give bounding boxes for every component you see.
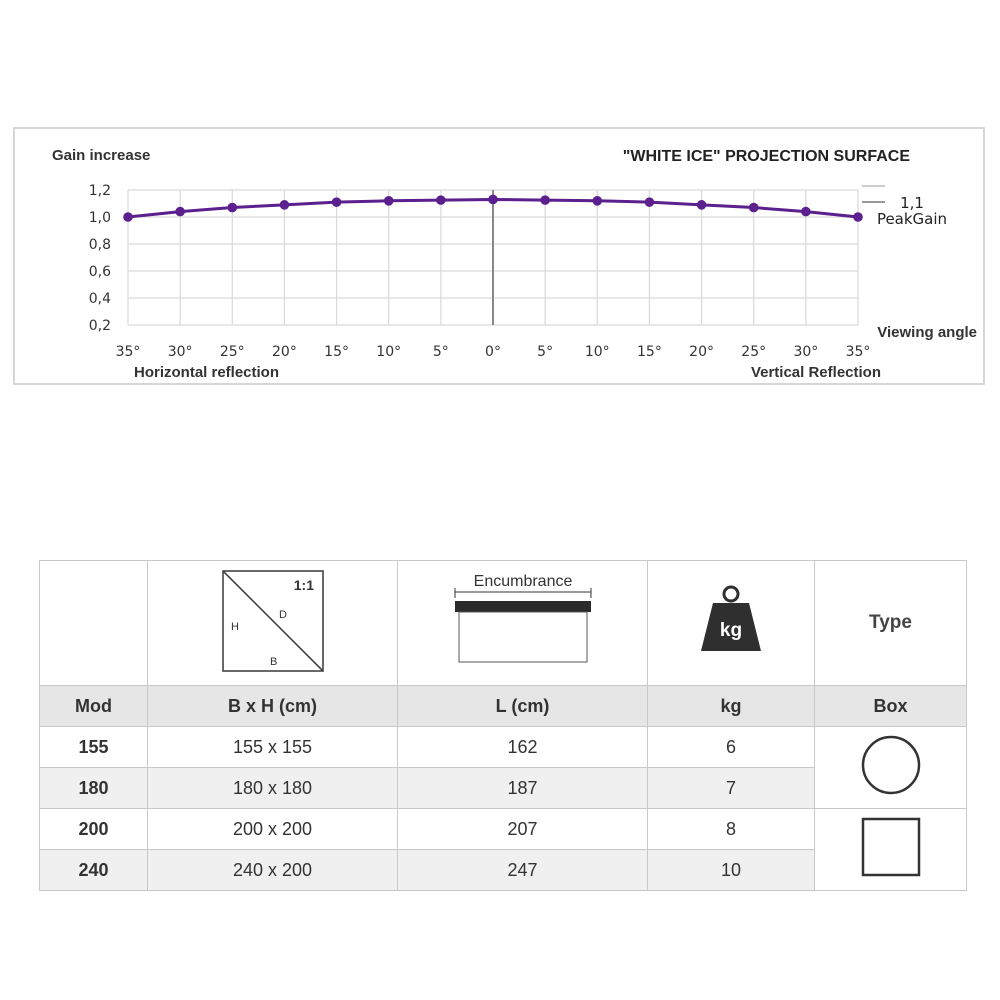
table-row [40,727,967,768]
row-length: 187 [398,768,648,809]
header-weight: kg [648,686,815,727]
row-mod: 240 [40,850,148,891]
data-point [175,207,185,217]
peak-gain-value: 1,1 [900,194,924,212]
height-label: H [230,620,239,633]
data-point [697,200,707,210]
x-tick-label: 20° [689,344,714,360]
x-tick-label: 35° [845,344,871,360]
encumbrance-diagram-cell [398,561,648,686]
y-tick-label: 1,0 [88,210,111,226]
row-weight: 6 [648,727,815,768]
square-box-icon [859,815,923,879]
circle-box-icon [859,733,923,797]
data-point [645,197,655,207]
y-tick-label: 0,8 [88,237,111,253]
y-tick-label: 0,2 [88,318,111,334]
encumbrance-label: Encumbrance [473,572,572,590]
x-tick-label: 5° [537,344,554,360]
y-tick-label: 0,4 [88,291,111,307]
row-weight: 8 [648,809,815,850]
data-point [332,197,342,207]
diagonal-label: D [278,608,287,621]
row-length: 247 [398,850,648,891]
row-size: 240 x 200 [148,850,398,891]
encumbrance-icon [443,566,603,676]
ratio-label: 1:1 [293,576,314,593]
gain-chart [0,0,1000,400]
y-tick-label: 1,2 [88,183,111,199]
data-point [436,195,446,205]
x-tick-label: 25° [741,344,767,360]
x-tick-labels [116,344,871,360]
x-tick-label: 35° [115,344,141,360]
table-row [40,809,967,850]
data-point [853,212,863,222]
row-length: 162 [398,727,648,768]
row-size: 200 x 200 [148,809,398,850]
box-type-square-cell [815,809,967,891]
x-tick-label: 30° [167,344,193,360]
header-row [40,686,967,727]
data-point [384,196,394,206]
data-point [280,200,290,210]
row-mod: 155 [40,727,148,768]
x-tick-label: 15° [637,344,662,360]
data-point [540,195,550,205]
row-mod: 180 [40,768,148,809]
row-weight: 7 [648,768,815,809]
data-point [227,203,237,213]
y-tick-label: 0,6 [88,264,111,280]
row-size: 155 x 155 [148,727,398,768]
horizontal-reflection-label: Horizontal reflection [134,364,280,381]
screen-size-diagram-icon [218,566,328,676]
type-label: Type [869,612,912,633]
type-cell [815,561,967,686]
data-point [592,196,602,206]
x-tick-label: 20° [272,344,297,360]
icon-row [40,561,967,686]
x-tick-label: 10° [584,344,610,360]
x-axis-title: Viewing angle [877,324,977,341]
box-type-round-cell [815,727,967,809]
data-point [749,203,759,213]
header-length: L (cm) [398,686,648,727]
empty-corner-cell [40,561,148,686]
row-length: 207 [398,809,648,850]
x-tick-label: 0° [485,344,501,360]
weight-icon-cell [648,561,815,686]
x-tick-label: 5° [432,344,449,360]
vertical-reflection-label: Vertical Reflection [750,364,881,381]
header-box: Box [815,686,967,727]
chart-title: "WHITE ICE" PROJECTION SURFACE [622,148,910,165]
row-weight: 10 [648,850,815,891]
row-mod: 200 [40,809,148,850]
spec-table [39,560,967,891]
x-tick-label: 15° [324,344,349,360]
data-point [488,195,498,205]
data-point [123,212,133,222]
header-mod: Mod [40,686,148,727]
weight-icon [691,581,771,661]
data-point [801,207,811,217]
x-tick-label: 25° [219,344,245,360]
header-size: B x H (cm) [148,686,398,727]
x-tick-label: 30° [793,344,819,360]
x-tick-label: 10° [376,344,402,360]
weight-icon-label: kg [719,619,743,641]
base-label: B [269,655,277,668]
row-size: 180 x 180 [148,768,398,809]
y-axis-title: Gain increase [52,147,151,164]
peak-gain-label: PeakGain [876,210,948,228]
size-diagram-cell [148,561,398,686]
